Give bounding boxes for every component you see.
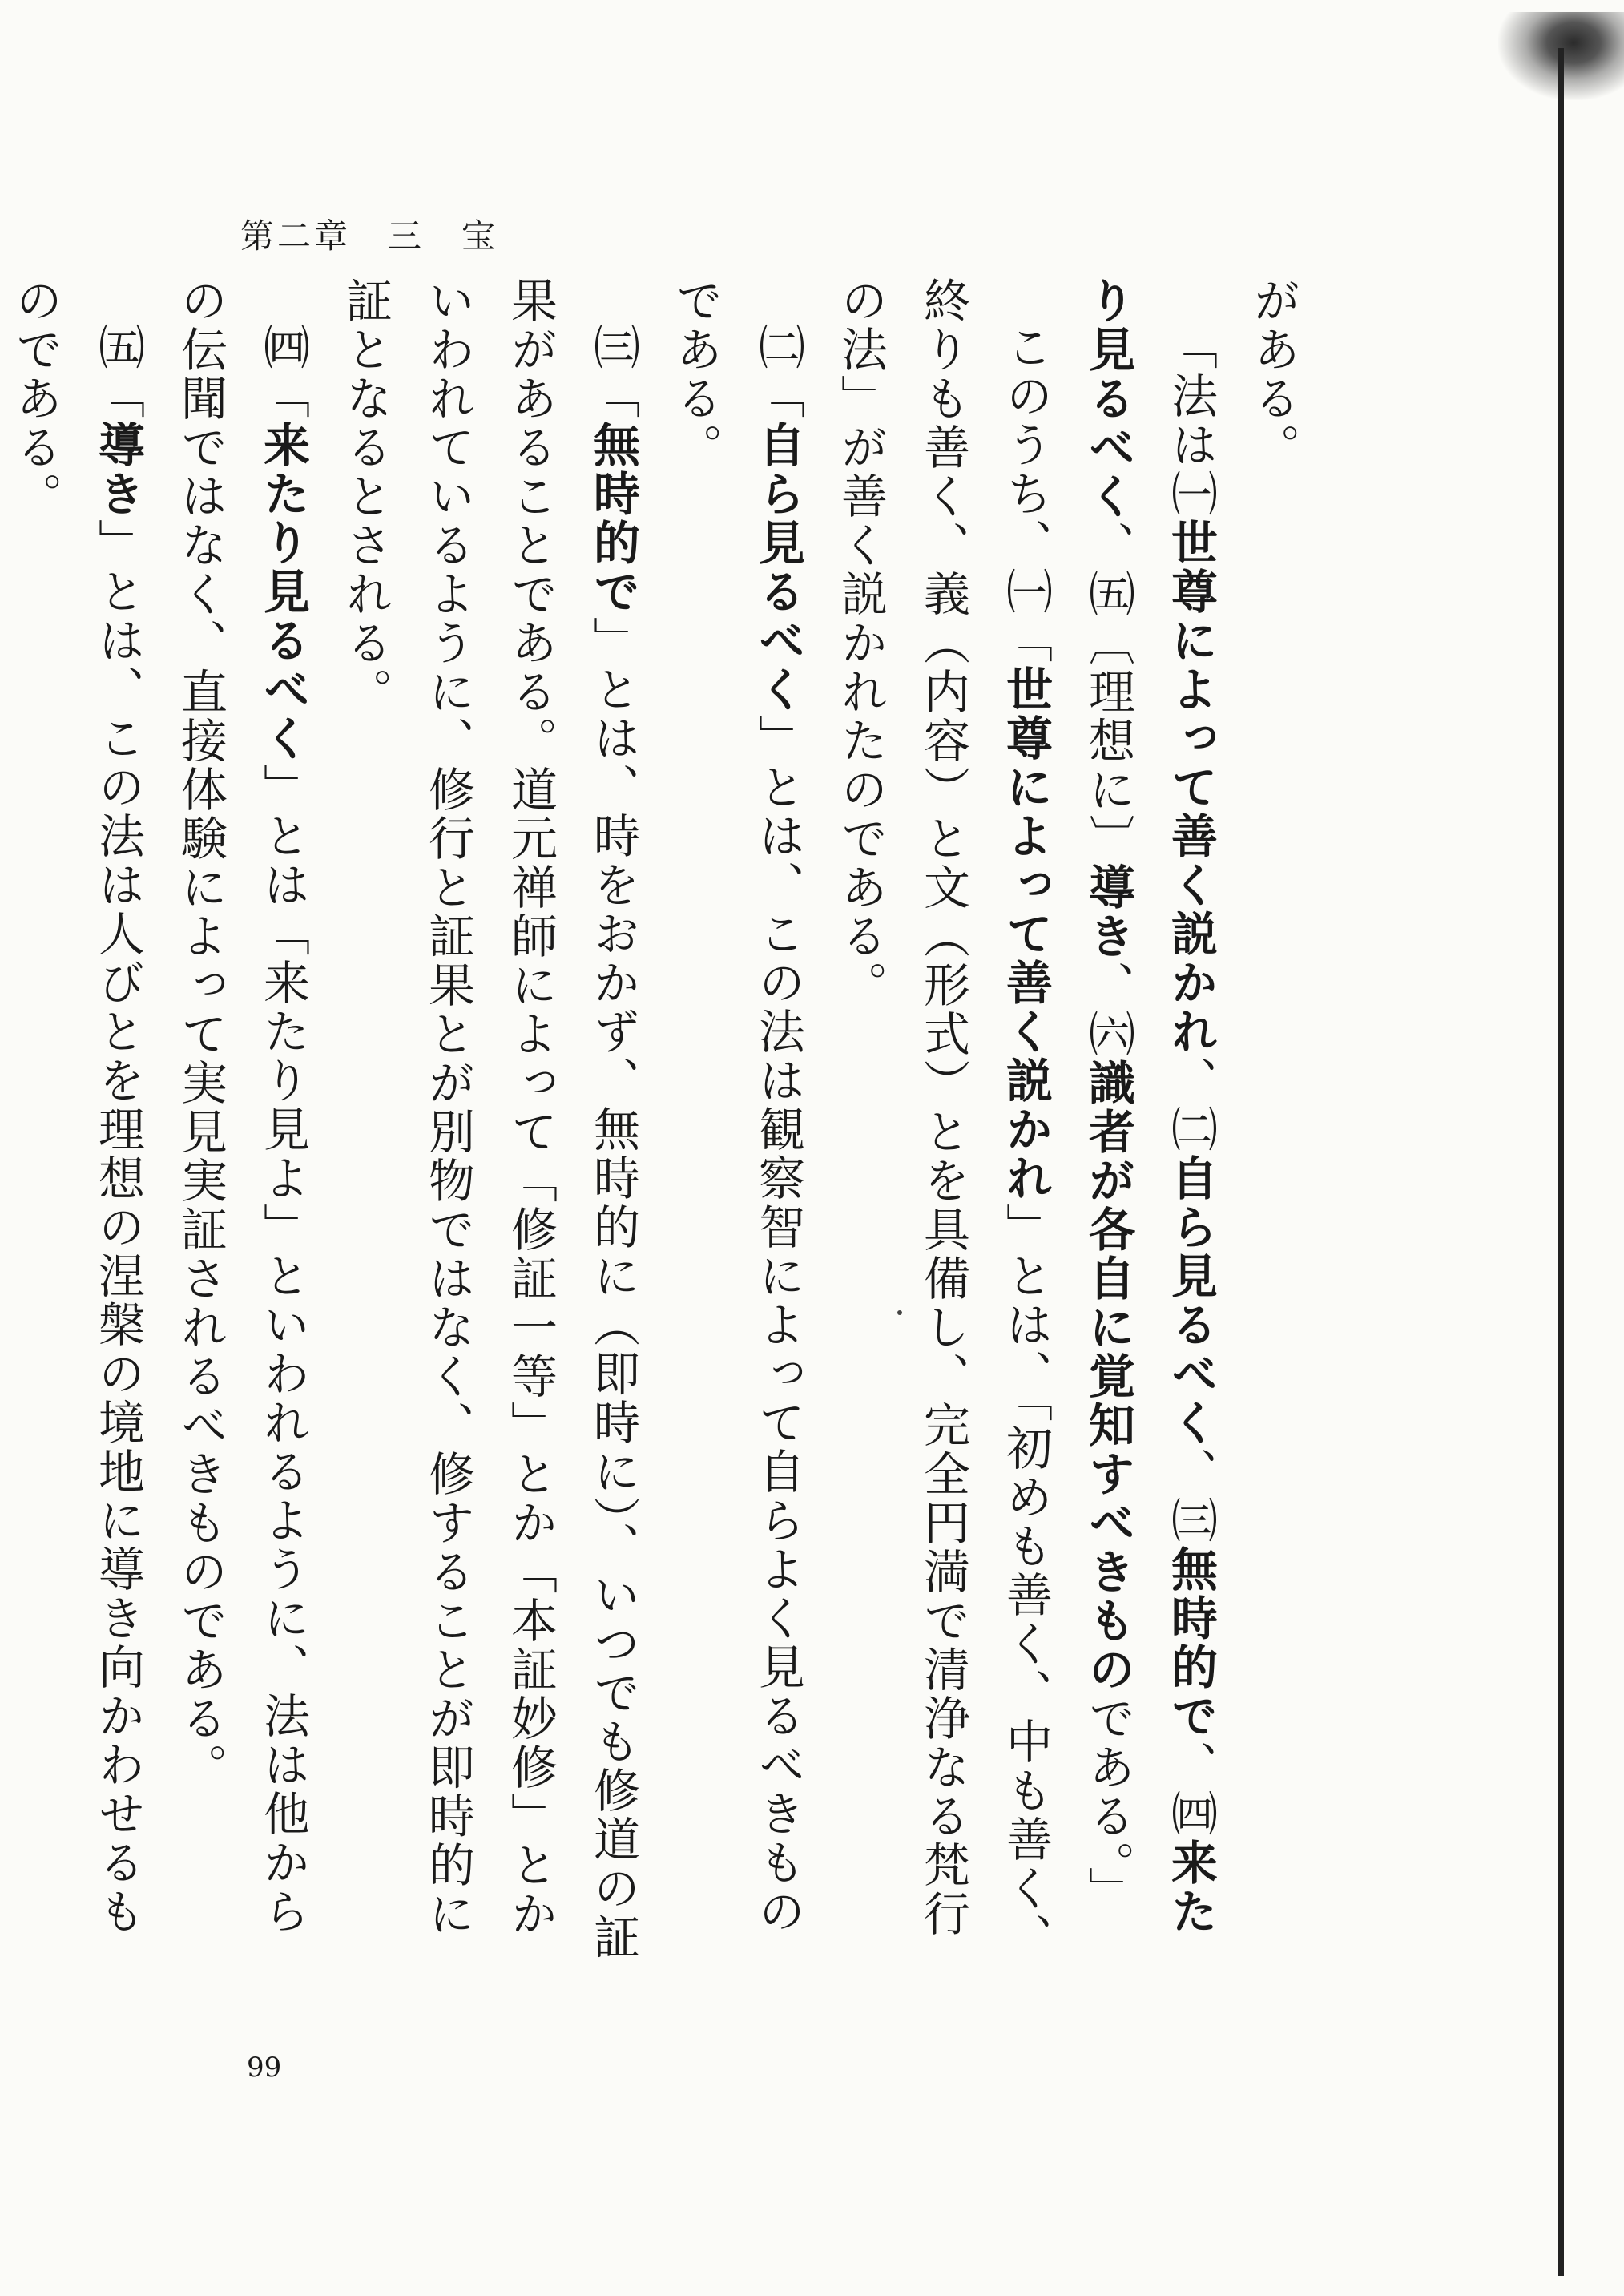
scan-edge-line bbox=[1558, 48, 1564, 2276]
text-line: ㈡「自ら見るべく」とは、この法は観察智によって自らよく見るべきものである。 bbox=[668, 276, 805, 1936]
text-line: 「法は㈠世尊によって善く説かれ、㈡自ら見るべく、㈢無時的で、㈣来たり見るべく、㈤〔理想に〕導き、㈥識者が各自に覚知すべきものである。」 bbox=[1081, 276, 1218, 1936]
text-line: ㈤「導き」とは、この法は人びとを理想の涅槃の境地に導き向かわせるものである。 bbox=[8, 276, 145, 1936]
page-header: 第二章 三 宝 bbox=[240, 216, 499, 256]
text-line: このうち、㈠「世尊によって善く説かれ」とは、「初めも善く、中も善く、終りも善く、義（内容）と文（形式）とを具備し、完全円満で清浄なる梵行の法」が善く説かれたのである。 bbox=[833, 276, 1053, 1962]
text-line: ㈢「無時的で」とは、時をおかず、無時的に（即時に）、いつでも修道の証果があることである。道元禅師によって「修証一等」とか「本証妙修」とかいわれているように、修行と証果とが別物ではなく、修することが即時的に証となるとされる。 bbox=[338, 276, 640, 1962]
page-number: 99 bbox=[247, 2052, 282, 2084]
body-text bbox=[8, 276, 1314, 1975]
text-line: ㈣「来たり見るべく」とは「来たり見よ」といわれるように、法は他からの伝聞ではなく、直接体験によって実見実証されるべきものである。 bbox=[173, 276, 310, 1936]
text-line: がある。 bbox=[1246, 276, 1300, 472]
